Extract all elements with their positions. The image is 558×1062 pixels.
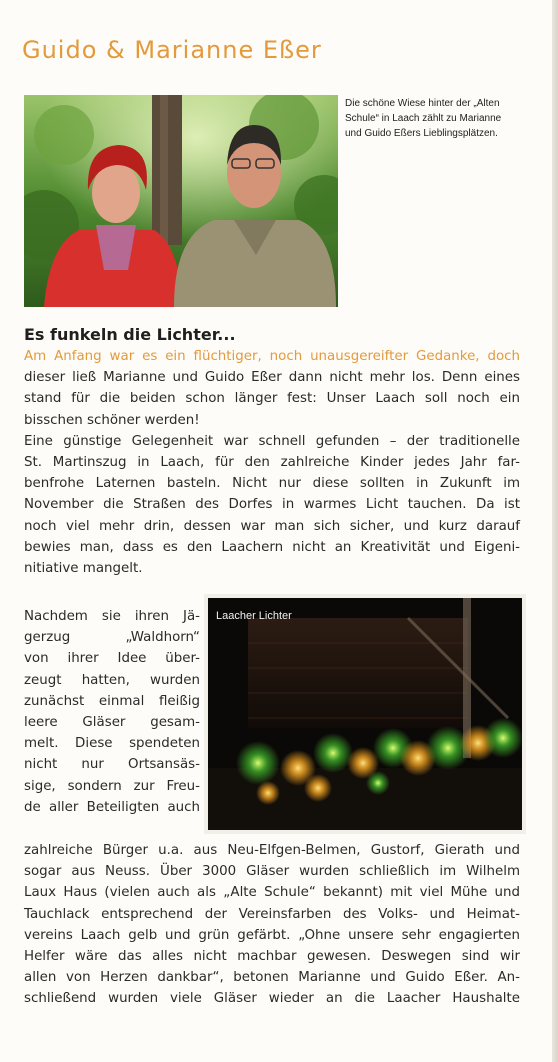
article-paragraph-1 [24, 346, 520, 579]
page-title: Guido & Marianne Eßer [22, 36, 322, 64]
article-paragraph-2 [24, 606, 200, 818]
text-line: St. Martinszug in Laach, für den zahlreiche Kinder jedes Jahr far- [24, 455, 520, 471]
text-line: bisschen schöner werden! [24, 412, 200, 428]
text-line: schließend wurden viele Gläser wieder an die Laacher Haushalte [24, 991, 520, 1007]
text-line: Laux Haus (vielen auch als „Alte Schule“ bekannt) mit viel Mühe und [24, 885, 520, 901]
text-line: noch viel mehr drin, dessen war man sich sicher, und kurz darauf [24, 518, 520, 534]
article-headline: Es funkeln die Lichter... [24, 325, 236, 344]
text-line: Helfer wäre das alles nicht machbar gewesen. Deswegen sind wir [24, 949, 520, 965]
text-line: benfrohe Laternen basteln. Nicht nur diese sollten in Zukunft im [24, 476, 520, 492]
text-line: zunächst einmal fleißig [24, 693, 200, 709]
text-line: November die Straßen des Dorfes in warmes Licht tauchen. Da ist [24, 497, 520, 513]
text-line: zahlreiche Bürger u.a. aus Neu-Elfgen-Belmen, Gustorf, Gierath und [24, 843, 520, 858]
text-line: nicht nur Ortsansäs- [24, 757, 200, 773]
photo-caption: Die schöne Wiese hinter der „Alten Schule“ in Laach zählt zu Marianne und Guido Eßers Lieblingsplätzen. [345, 98, 502, 139]
text-line: melt. Diese spendeten [24, 736, 200, 752]
couple-photo-illustration [24, 95, 338, 307]
photo-label: Laacher Lichter [216, 610, 292, 622]
page-edge [552, 0, 558, 1062]
text-line: sogar aus Neuss. Über 3000 Gläser wurden schließlich im Wilhelm [24, 864, 520, 880]
text-line: von ihrer Idee über- [24, 651, 200, 667]
text-line: bewies man, dass es den Laachern nicht an Kreativität und Eigeni- [24, 539, 520, 555]
text-line: leere Gläser gesam- [24, 715, 200, 731]
text-line: nitiative mangelt. [24, 561, 143, 577]
text-line: gerzug „Waldhorn“ [24, 630, 200, 646]
text-line: Tauchlack entsprechend der Vereinsfarben des Volks- und Heimat- [24, 906, 520, 922]
text-line: sige, sondern zur Freu- [24, 778, 200, 794]
text-line: dieser ließ Marianne und Guido Eßer dann nicht mehr los. Denn eines [24, 370, 520, 386]
text-line: Eine günstige Gelegenheit war schnell gefunden – der traditionelle [24, 433, 520, 449]
text-line: vereins Laach gelb und grün gefärbt. „Ohne unsere sehr engagierten [24, 927, 520, 943]
text-line: Am Anfang war es ein flüchtiger, noch unausgereifter Gedanke, doch [24, 349, 520, 364]
couple-photo [24, 95, 338, 307]
text-line: de aller Beteiligten auch [24, 799, 200, 815]
text-line: stand für die beiden schon länger fest: Unser Laach soll noch ein [24, 391, 520, 407]
text-line: zeugt hatten, wurden [24, 672, 200, 688]
text-line: Nachdem sie ihren Jä- [24, 609, 200, 624]
text-line: allen von Herzen dankbar“, betonen Marianne und Guido Eßer. An- [24, 970, 520, 986]
lanterns-photo [204, 594, 526, 834]
lanterns-photo-illustration [208, 598, 522, 830]
article-paragraph-3 [24, 840, 520, 1010]
